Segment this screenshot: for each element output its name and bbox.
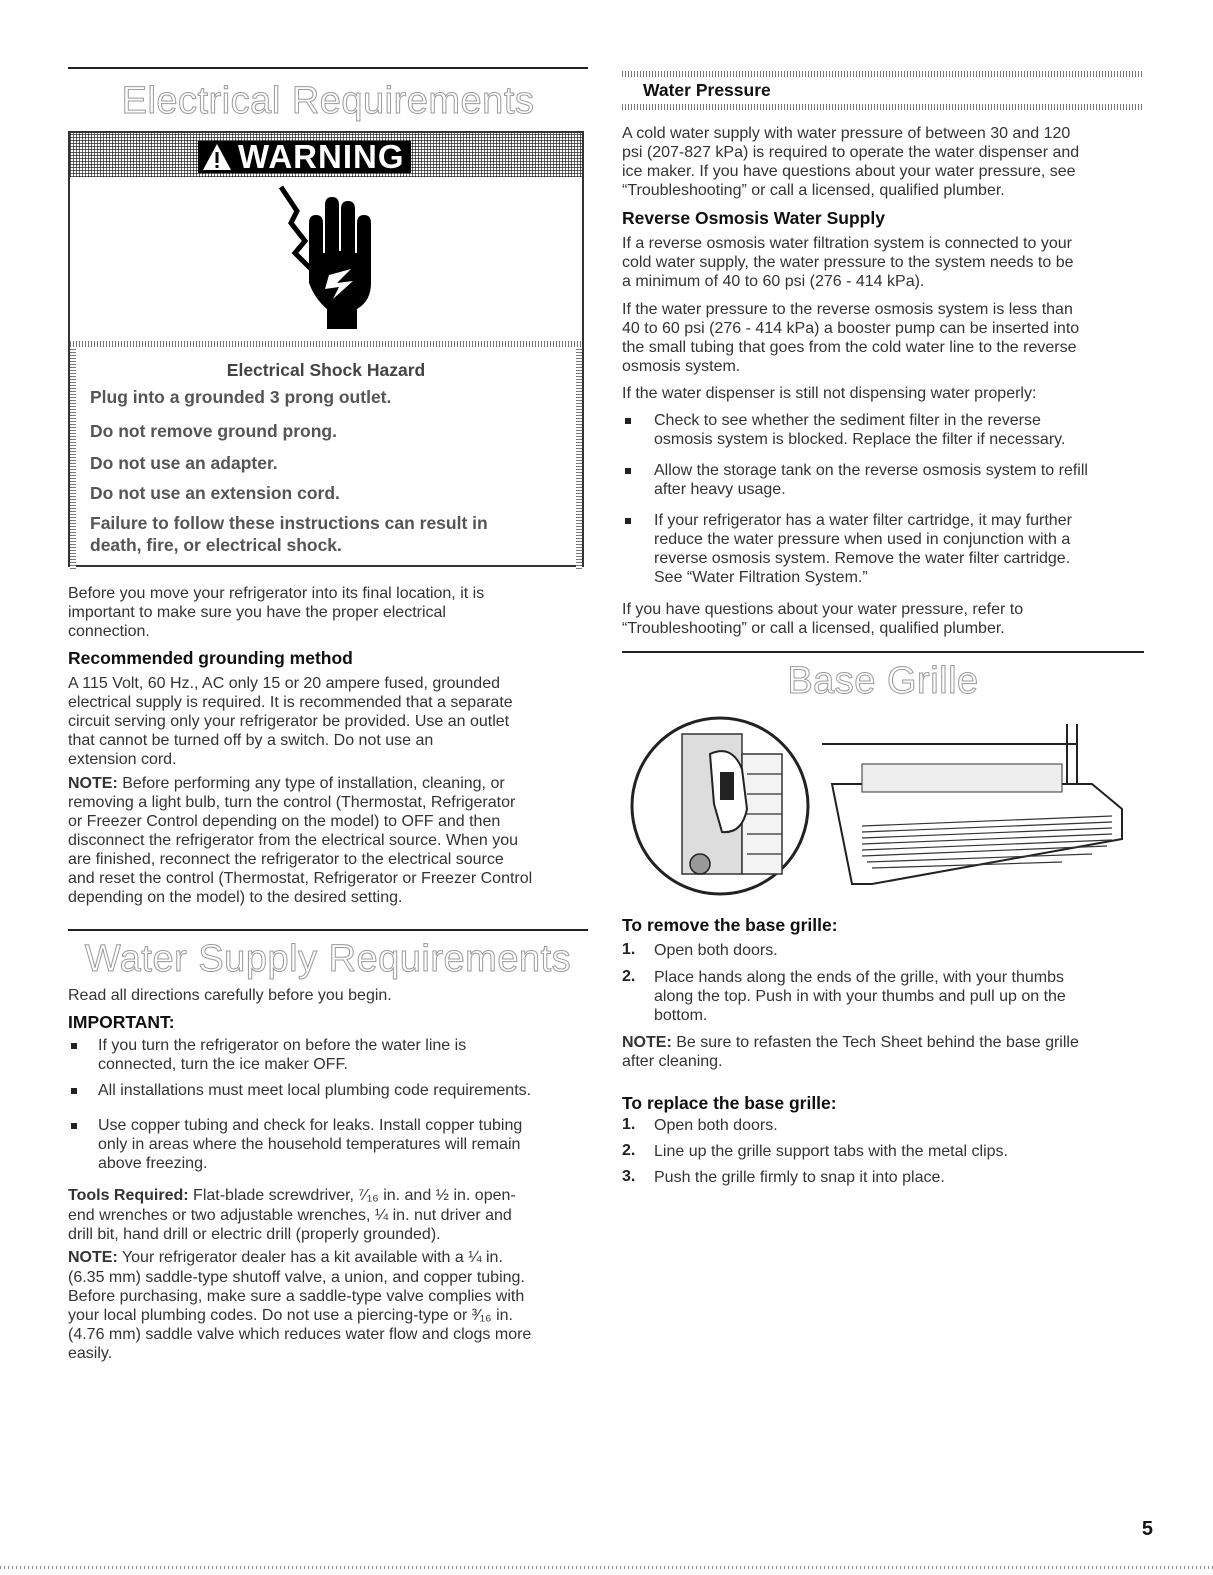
ws-bullet-line: connected, turn the ice maker OFF.: [98, 1056, 348, 1073]
hazard-line: Do not use an adapter.: [90, 453, 278, 473]
water-pressure-bottom-bar: [622, 104, 1144, 110]
step-number: 2.: [622, 968, 636, 985]
bullet: [71, 1088, 77, 1094]
step-number: 2.: [622, 1142, 636, 1159]
grounding-line: extension cord.: [68, 751, 177, 768]
remove-step-line: bottom.: [654, 1007, 708, 1024]
grounding-line: A 115 Volt, 60 Hz., AC only 15 or 20 ampere fused, grounded: [68, 675, 500, 692]
ro-line: the small tubing that goes from the cold water line to the reverse: [622, 339, 1077, 356]
replace-step-line: Line up the grille support tabs with the metal clips.: [654, 1143, 1008, 1160]
grounding-line: that cannot be turned off by a switch. Do not use an: [68, 732, 434, 749]
tools-line: drill bit, hand drill or electric drill (properly grounded).: [68, 1226, 441, 1243]
tools-first-line: [68, 1186, 516, 1205]
water-pressure-top-bar: [622, 71, 1144, 77]
base-grille-title: Base Grille: [787, 660, 979, 702]
wp-line: “Troubleshooting” or call a licensed, qualified plumber.: [622, 620, 1005, 637]
ro-line: cold water supply, the water pressure to the system needs to be: [622, 254, 1074, 271]
wp-line: If you have questions about your water pressure, refer to: [622, 601, 1024, 618]
bullet: [625, 418, 631, 424]
elec-note-line: or Freezer Control depending on the model) to OFF and then: [68, 813, 501, 830]
bg-note-line: after cleaning.: [622, 1053, 723, 1070]
hazard-line: death, fire, or electrical shock.: [90, 535, 342, 555]
note-label: NOTE:: [68, 775, 118, 792]
remove-step-line: Open both doors.: [654, 942, 778, 959]
hazard-line: Plug into a grounded 3 prong outlet.: [90, 387, 392, 407]
wp-bullet-line: If your refrigerator has a water filter cartridge, it may further: [654, 512, 1072, 529]
warning-triangle-icon: [202, 143, 232, 171]
elec-note-line: depending on the model) to the desired setting.: [68, 889, 403, 906]
elec-intro-line: Before you move your refrigerator into its final location, it is: [68, 585, 485, 602]
hazard-line: Do not use an extension cord.: [90, 483, 340, 503]
bullet: [625, 518, 631, 524]
elec-intro-line: connection.: [68, 623, 150, 640]
grounding-line: circuit serving only your refrigerator be provided. Use an outlet: [68, 713, 510, 730]
elec-note-first-line: [68, 774, 505, 793]
replace-step-line: Open both doors.: [654, 1117, 778, 1134]
elec-note-line: disconnect the refrigerator from the electrical source. When you: [68, 832, 518, 849]
remove-heading: To remove the base grille:: [622, 915, 838, 935]
ws-note-line: easily.: [68, 1345, 113, 1362]
wp-bullet-line: Allow the storage tank on the reverse osmosis system to refill: [654, 462, 1088, 479]
electrical-title: Electrical Requirements: [121, 80, 535, 122]
note-text: Your refrigerator dealer has a kit available with a ¼ in.: [117, 1249, 503, 1266]
remove-step-line: along the top. Push in with your thumbs and pull up on the: [654, 988, 1066, 1005]
hazard-line: Do not remove ground prong.: [90, 421, 337, 441]
warning-divider: [70, 341, 582, 347]
water-supply-title: Water Supply Requirements: [84, 938, 572, 980]
tools-label: Tools Required:: [68, 1187, 189, 1204]
ro-line: If the water dispenser is still not dispensing water properly:: [622, 385, 1037, 402]
ro-heading: Reverse Osmosis Water Supply: [622, 208, 885, 228]
wp-bullet-line: See “Water Filtration System.”: [654, 569, 868, 586]
ws-note-first-line: [68, 1248, 503, 1267]
wp-line: psi (207-827 kPa) is required to operate the water dispenser and: [622, 144, 1080, 161]
remove-step-line: Place hands along the ends of the grille, with your thumbs: [654, 969, 1065, 986]
bg-note-first-line: [622, 1033, 1079, 1052]
bullet: [625, 468, 631, 474]
tools-line: end wrenches or two adjustable wrenches, ¼ in. nut driver and: [68, 1207, 512, 1224]
elec-note-line: removing a light bulb, turn the control (Thermostat, Refrigerator: [68, 794, 516, 811]
footer-dotted-rule: [0, 1566, 1213, 1569]
step-number: 1.: [622, 1116, 636, 1133]
wp-line: “Troubleshooting” or call a licensed, qualified plumber.: [622, 182, 1005, 199]
note-label: NOTE:: [68, 1249, 118, 1266]
note-label: NOTE:: [622, 1034, 672, 1051]
ro-line: If the water pressure to the reverse osmosis system is less than: [622, 301, 1073, 318]
ws-note-line: Before purchasing, make sure a saddle-type valve complies with: [68, 1288, 525, 1305]
elec-note-line: are finished, reconnect the refrigerator to the electrical source: [68, 851, 504, 868]
ws-bullet-line: If you turn the refrigerator on before the water line is: [98, 1037, 467, 1054]
wp-bullet-line: after heavy usage.: [654, 481, 786, 498]
shock-hand-icon: [275, 183, 385, 333]
hazard-title: Electrical Shock Hazard: [226, 360, 426, 380]
elec-intro-line: important to make sure you have the proper electrical: [68, 604, 446, 621]
hazard-line: Failure to follow these instructions can result in: [90, 513, 488, 533]
wp-line: ice maker. If you have questions about your water pressure, see: [622, 163, 1076, 180]
water-pressure-heading: Water Pressure: [643, 80, 771, 100]
tools-text: Flat-blade screwdriver, ⁷⁄₁₆ in. and ½ in. open-: [188, 1187, 516, 1204]
step-number: 1.: [622, 941, 636, 958]
warning-label: [198, 138, 411, 175]
wp-bullet-line: reduce the water pressure when used in conjunction with a: [654, 531, 1071, 548]
water-supply-rule: [68, 929, 588, 931]
ro-line: 40 to 60 psi (276 - 414 kPa) a booster pump can be inserted into: [622, 320, 1080, 337]
ws-bullet-line: above freezing.: [98, 1155, 208, 1172]
step-number: 3.: [622, 1168, 636, 1185]
warning-text: WARNING: [238, 138, 405, 175]
replace-heading: To replace the base grille:: [622, 1093, 837, 1113]
bullet: [71, 1043, 77, 1049]
ro-line: a minimum of 40 to 60 psi (276 - 414 kPa).: [622, 273, 925, 290]
grounding-line: electrical supply is required. It is recommended that a separate: [68, 694, 513, 711]
ws-bullet-line: All installations must meet local plumbing code requirements.: [98, 1082, 532, 1099]
warning-box: [68, 131, 584, 567]
ro-line: If a reverse osmosis water filtration system is connected to your: [622, 235, 1072, 252]
top-rule-left: [68, 67, 588, 69]
bullet: [71, 1123, 77, 1129]
base-grille-illustration: [622, 714, 1144, 896]
ws-bullet-line: only in areas where the household temperatures will remain: [98, 1136, 521, 1153]
wp-bullet-line: reverse osmosis system. Remove the water filter cartridge.: [654, 550, 1071, 567]
water-supply-intro: Read all directions carefully before you begin.: [68, 987, 392, 1004]
ro-line: osmosis system.: [622, 358, 741, 375]
ws-note-line: (6.35 mm) saddle-type shutoff valve, a union, and copper tubing.: [68, 1269, 525, 1286]
wp-line: A cold water supply with water pressure of between 30 and 120: [622, 125, 1071, 142]
elec-note-line: and reset the control (Thermostat, Refrigerator or Freezer Control: [68, 870, 533, 887]
wp-bullet-line: Check to see whether the sediment filter in the reverse: [654, 412, 1041, 429]
ws-bullet-line: Use copper tubing and check for leaks. Install copper tubing: [98, 1117, 523, 1134]
replace-step-line: Push the grille firmly to snap it into place.: [654, 1169, 945, 1186]
wp-bullet-line: osmosis system is blocked. Replace the filter if necessary.: [654, 431, 1066, 448]
page-number: 5: [1141, 1518, 1153, 1540]
grounding-heading: Recommended grounding method: [68, 648, 353, 668]
note-text: Before performing any type of installation, cleaning, or: [117, 775, 505, 792]
ws-note-line: (4.76 mm) saddle valve which reduces water flow and clogs more: [68, 1326, 532, 1343]
important-label: IMPORTANT:: [68, 1012, 175, 1032]
base-grille-rule: [622, 651, 1144, 653]
ws-note-line: your local plumbing codes. Do not use a piercing-type or ³⁄₁₆ in.: [68, 1307, 513, 1324]
note-text: Be sure to refasten the Tech Sheet behind the base grille: [671, 1034, 1079, 1051]
